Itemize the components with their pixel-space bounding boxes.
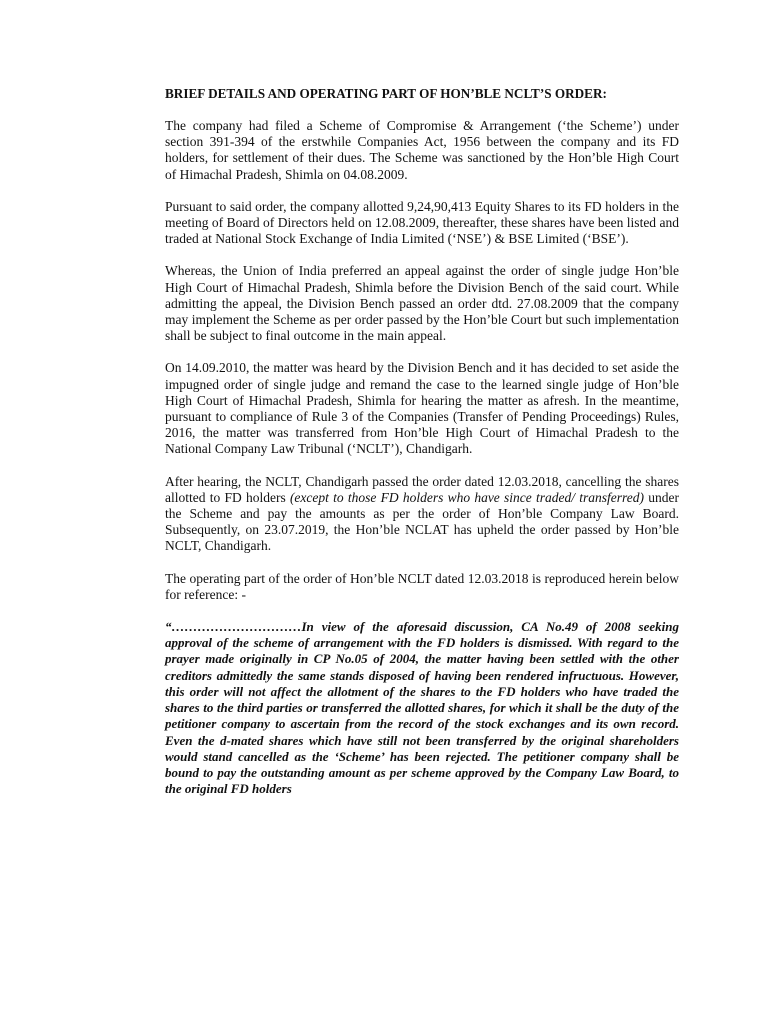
paragraph-division-bench: On 14.09.2010, the matter was heard by the Division Bench and it has decided to set aside the impugned order of single judge and remand the case to the learned single judge of Hon’ble High Court of Himachal Pradesh, Shimla for hearing the matter as afresh. In the meantime, pursuant to compliance of Rule 3 of the Companies (Transfer of Pending Proceedings) Rules, 2016, the matter was transferred from Hon’ble High Court of Himachal Pradesh to the National Company Law Tribunal (‘NCLT’), Chandigarh. xyxy=(165,360,679,457)
paragraph-scheme-filing: The company had filed a Scheme of Compromise & Arrangement (‘the Scheme’) under section 391-394 of the erstwhile Companies Act, 1956 between the company and its FD holders, for settlement of their dues. The Scheme was sanctioned by the Hon’ble High Court of Himachal Pradesh, Shimla on 04.08.2009. xyxy=(165,118,679,182)
nclt-order-exception-note: (except to those FD holders who have since traded/ transferred) xyxy=(289,489,644,505)
paragraph-share-allotment: Pursuant to said order, the company allotted 9,24,90,413 Equity Shares to its FD holders in the meeting of Board of Directors held on 12.08.2009, thereafter, these shares have been listed and traded at National Stock Exchange of India Limited (‘NSE’) & BSE Limited (‘BSE’). xyxy=(165,198,679,247)
document-page xyxy=(165,86,679,797)
paragraph-operating-part-intro: The operating part of the order of Hon’ble NCLT dated 12.03.2018 is reproduced herein below for reference: - xyxy=(165,570,679,602)
paragraph-nclt-order xyxy=(165,474,679,555)
order-quote: “…………………………In view of the aforesaid discussion, CA No.49 of 2008 seeking approval of the scheme of arrangement with the FD holders is dismissed. With regard to the prayer made originally in CP No.05 of 2004, the matter having been settled with the other creditors admittedly the same stands disposed of having been rendered infructuous. However, this order will not affect the allotment of the shares to the FD holders who have traded the shares to the third parties or transferred the allotted shares, for which it shall be the duty of the petitioner company to ascertain from the record of the stock exchanges and its own record. Even the d-mated shares which have still not been transferred by the original shareholders would stand cancelled as the ‘Scheme’ has been rejected. The petitioner company shall be bound to pay the outstanding amount as per scheme approved by the Company Law Board, to the original FD holders xyxy=(165,619,679,797)
document-heading: BRIEF DETAILS AND OPERATING PART OF HON’BLE NCLT’S ORDER: xyxy=(165,86,607,101)
nclt-order-text-start: After hearing, the NCLT, Chandigarh passed the order dated 12.03.2018, cancelling the shares allotted to FD holders xyxy=(165,473,679,505)
nclt-order-text-end: under the Scheme and pay the amounts as per the order of Hon’ble Company Law Board. Subsequently, on 23.07.2019, the Hon’ble NCLAT has upheld the order passed by Hon’ble NCLT, Chandigarh. xyxy=(165,489,679,554)
paragraph-appeal: Whereas, the Union of India preferred an appeal against the order of single judge Hon’ble High Court of Himachal Pradesh, Shimla before the Division Bench of the said court. While admitting the appeal, the Division Bench passed an order dtd. 27.08.2009 that the company may implement the Scheme as per order passed by the Hon’ble Court but such implementation shall be subject to final outcome in the main appeal. xyxy=(165,263,679,344)
